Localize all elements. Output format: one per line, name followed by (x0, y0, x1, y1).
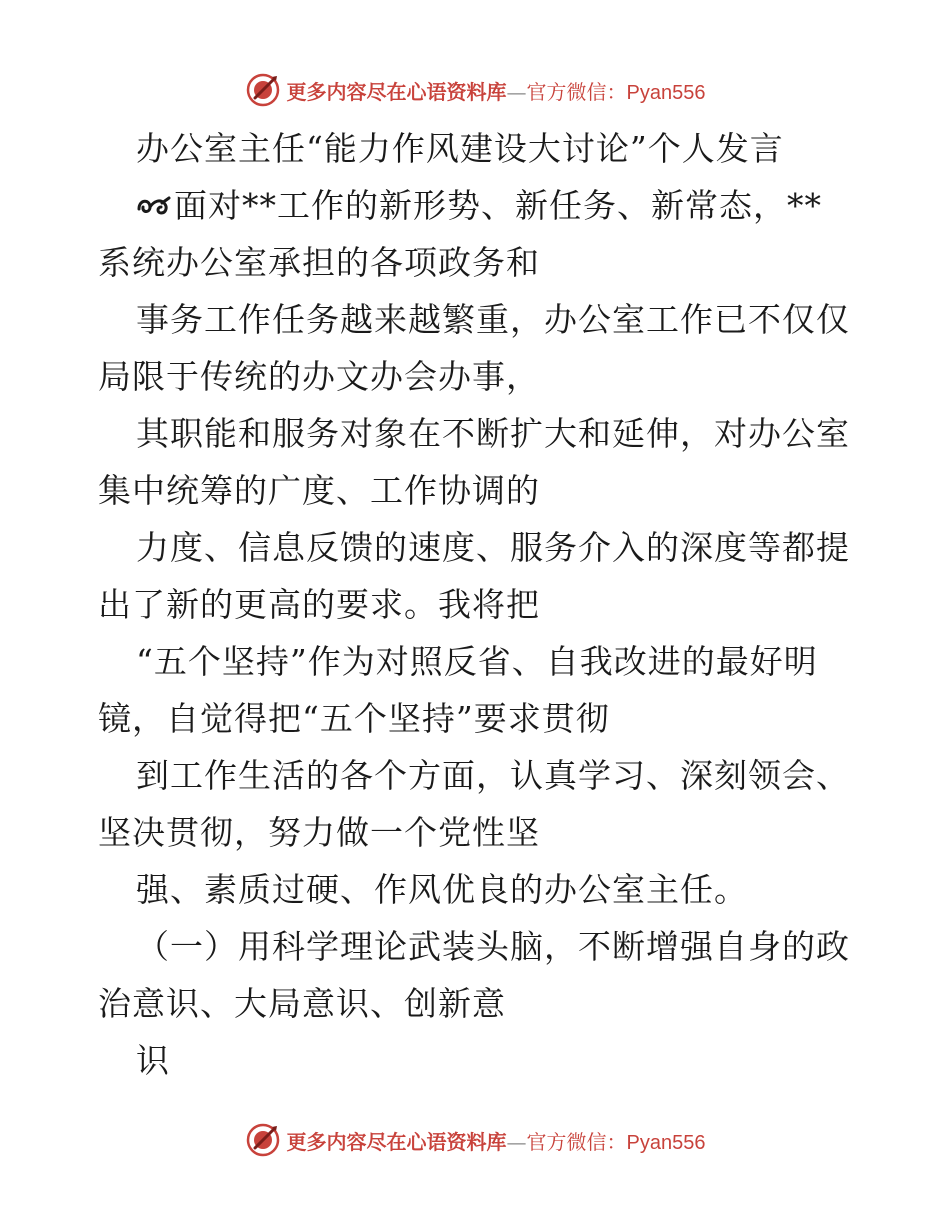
paragraph-line: 力度、信息反馈的速度、服务介入的深度等都提 (136, 528, 850, 567)
paragraph-line: 集中统筹的广度、工作协调的 (98, 471, 540, 510)
paragraph-line: 治意识、大局意识、创新意 (98, 984, 506, 1023)
paragraph-line: “五个坚持”作为对照反省、自我改进的最好明 (136, 642, 818, 681)
banner-wechat: 官方微信：Pyan556 (526, 1131, 706, 1154)
paragraph-line: 出了新的更高的要求。我将把 (98, 585, 540, 624)
banner-wechat: 官方微信：Pyan556 (526, 81, 706, 104)
paragraph-line: 识 (136, 1041, 170, 1080)
ornament-icon (136, 191, 174, 221)
paragraph-line: 其职能和服务对象在不断扩大和延伸，对办公室 (136, 414, 850, 453)
banner-text (287, 1126, 706, 1155)
document-title: 办公室主任“能力作风建设大讨论”个人发言 (136, 129, 784, 168)
paragraph-line: 事务工作任务越来越繁重，办公室工作已不仅仅 (136, 300, 850, 339)
paragraph-line: 系统办公室承担的各项政务和 (98, 243, 540, 282)
banner-prefix: 更多内容尽在心语资料库 (286, 1129, 507, 1154)
library-logo-icon (245, 1122, 281, 1158)
paragraph-line: 到工作生活的各个方面，认真学习、深刻领会、 (136, 756, 850, 795)
paragraph-text: 面对**工作的新形势、新任务、新常态，** (174, 186, 822, 225)
paragraph-line (98, 177, 858, 234)
footer-banner (0, 1122, 950, 1158)
document-body (98, 120, 858, 1089)
paragraph-line: 强、素质过硬、作风优良的办公室主任。 (136, 870, 748, 909)
paragraph-line: 坚决贯彻，努力做一个党性坚 (98, 813, 540, 852)
section-heading-line: （一）用科学理论武装头脑，不断增强自身的政 (136, 927, 850, 966)
paragraph-line: 镜，自觉得把“五个坚持”要求贯彻 (98, 699, 610, 738)
banner-text (287, 76, 706, 105)
header-banner (0, 72, 950, 108)
banner-dash: — (506, 79, 527, 104)
library-logo-icon (245, 72, 281, 108)
paragraph-line: 局限于传统的办文办会办事， (98, 357, 540, 396)
banner-prefix: 更多内容尽在心语资料库 (286, 79, 507, 104)
banner-dash: — (506, 1129, 527, 1154)
